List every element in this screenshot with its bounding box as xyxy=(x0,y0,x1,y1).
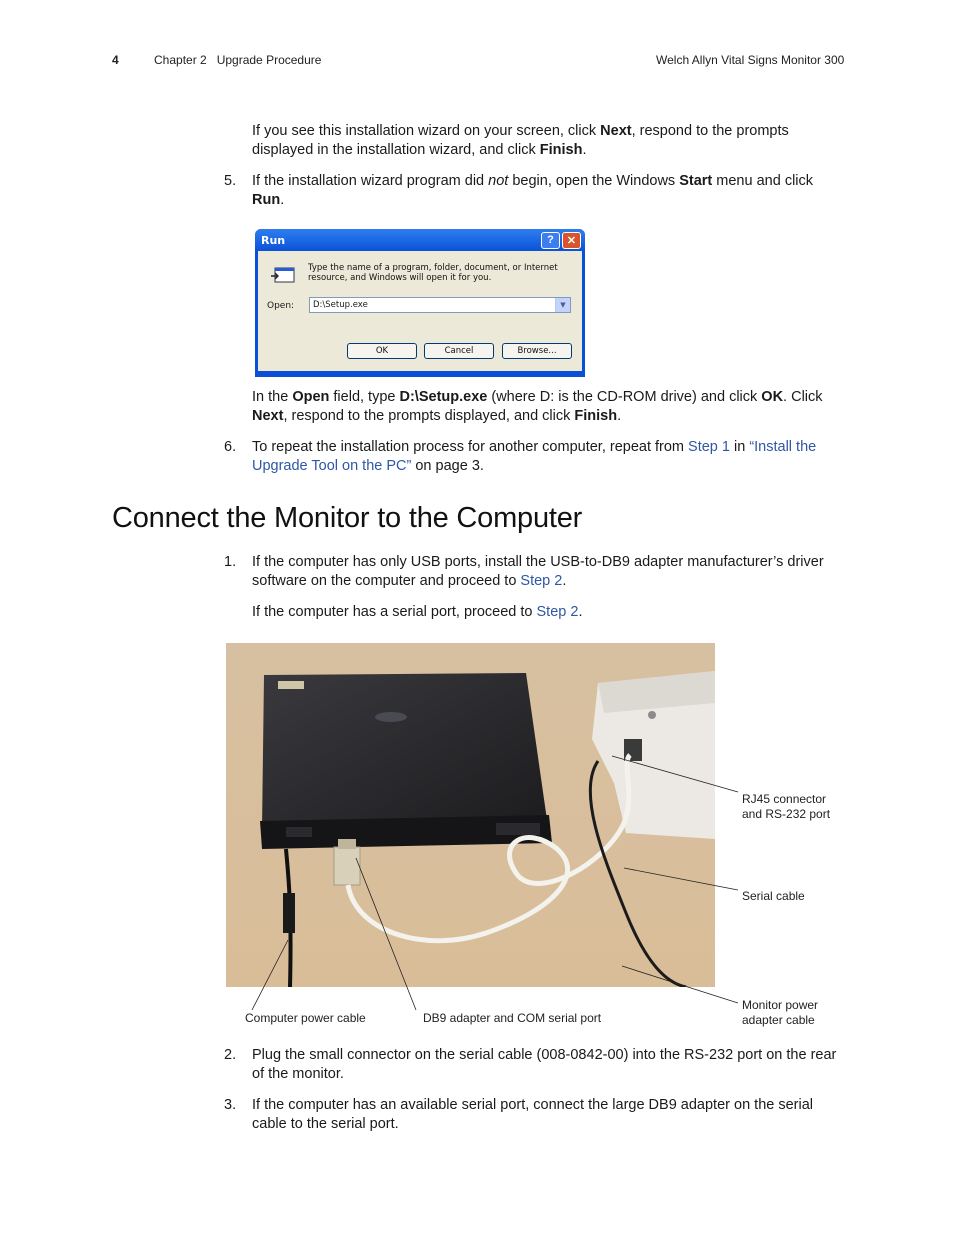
step-5-number: 5. xyxy=(224,173,237,189)
run-dialog-description: Type the name of a program, folder, document, or Internet resource, and Windows will open it for you. xyxy=(308,263,558,283)
serial-port-note: If the computer has a serial port, proceed to Step 2. xyxy=(252,604,583,620)
connect-step-3-text: If the computer has an available serial port, connect the large DB9 adapter on the serial cable to the serial port. xyxy=(252,1097,813,1132)
section-title: Connect the Monitor to the Computer xyxy=(112,502,583,534)
step-6-text: To repeat the installation process for another computer, repeat from Step 1 in “Install the Upgrade Tool on the PC” on page 3. xyxy=(252,439,817,474)
install-upgrade-tool-link[interactable]: “Install the Upgrade Tool on the PC” xyxy=(252,439,817,474)
open-field-instructions: In the Open field, type D:\Setup.exe (where D: is the CD-ROM drive) and click OK. Click Next, respond to the prompts displayed, and click Finish. xyxy=(252,389,823,424)
run-dialog-title: Run xyxy=(261,233,286,247)
run-dialog-titlebar xyxy=(255,229,585,251)
document-title-header: Welch Allyn Vital Signs Monitor 300 xyxy=(656,53,845,67)
connect-step-2-text: Plug the small connector on the serial cable (008-0842-00) into the RS-232 port on the rear of the monitor. xyxy=(252,1047,837,1082)
step-5-text: If the installation wizard program did not begin, open the Windows Start menu and click Run. xyxy=(252,173,814,208)
serial-cable-callout: Serial cable xyxy=(742,889,805,903)
rj45-callout: RJ45 connector and RS-232 port xyxy=(742,792,831,821)
chapter-header: Chapter 2 Upgrade Procedure xyxy=(154,53,322,67)
open-input[interactable] xyxy=(309,297,571,313)
connect-step-1-text: If the computer has only USB ports, install the USB-to-DB9 adapter manufacturer’s driver software on the computer and proceed to Step 2. xyxy=(252,554,824,589)
browse-button[interactable]: Browse... xyxy=(502,343,572,359)
step-6-number: 6. xyxy=(224,439,237,455)
step-1-link[interactable]: Step 1 xyxy=(688,439,730,455)
open-label: Open: xyxy=(267,301,295,311)
chevron-down-icon[interactable]: ▼ xyxy=(555,298,570,312)
intro-paragraph: If you see this installation wizard on your screen, click Next, respond to the prompts displayed in the installation wizard, and click Finish. xyxy=(252,123,789,158)
step-2-link-serial[interactable]: Step 2 xyxy=(536,604,579,620)
cancel-button[interactable]: Cancel xyxy=(424,343,494,359)
help-icon[interactable]: ? xyxy=(541,232,560,249)
connect-step-2-number: 2. xyxy=(224,1047,237,1063)
open-input-value: D:\Setup.exe xyxy=(313,300,368,310)
step-2-link[interactable]: Step 2 xyxy=(520,572,563,589)
monitor-power-callout: Monitor power adapter cable xyxy=(742,998,819,1027)
close-icon[interactable]: ✕ xyxy=(562,232,581,249)
db9-adapter-callout: DB9 adapter and COM serial port xyxy=(423,1011,602,1025)
computer-power-callout: Computer power cable xyxy=(245,1011,366,1025)
run-program-icon xyxy=(270,267,296,285)
ok-button[interactable]: OK xyxy=(347,343,417,359)
connect-step-1-number: 1. xyxy=(224,554,237,570)
run-dialog xyxy=(255,229,585,377)
laptop-monitor-connection-photo xyxy=(226,643,715,987)
connect-step-3-number: 3. xyxy=(224,1097,237,1113)
page-number: 4 xyxy=(112,53,119,67)
run-dialog-body xyxy=(258,251,582,371)
